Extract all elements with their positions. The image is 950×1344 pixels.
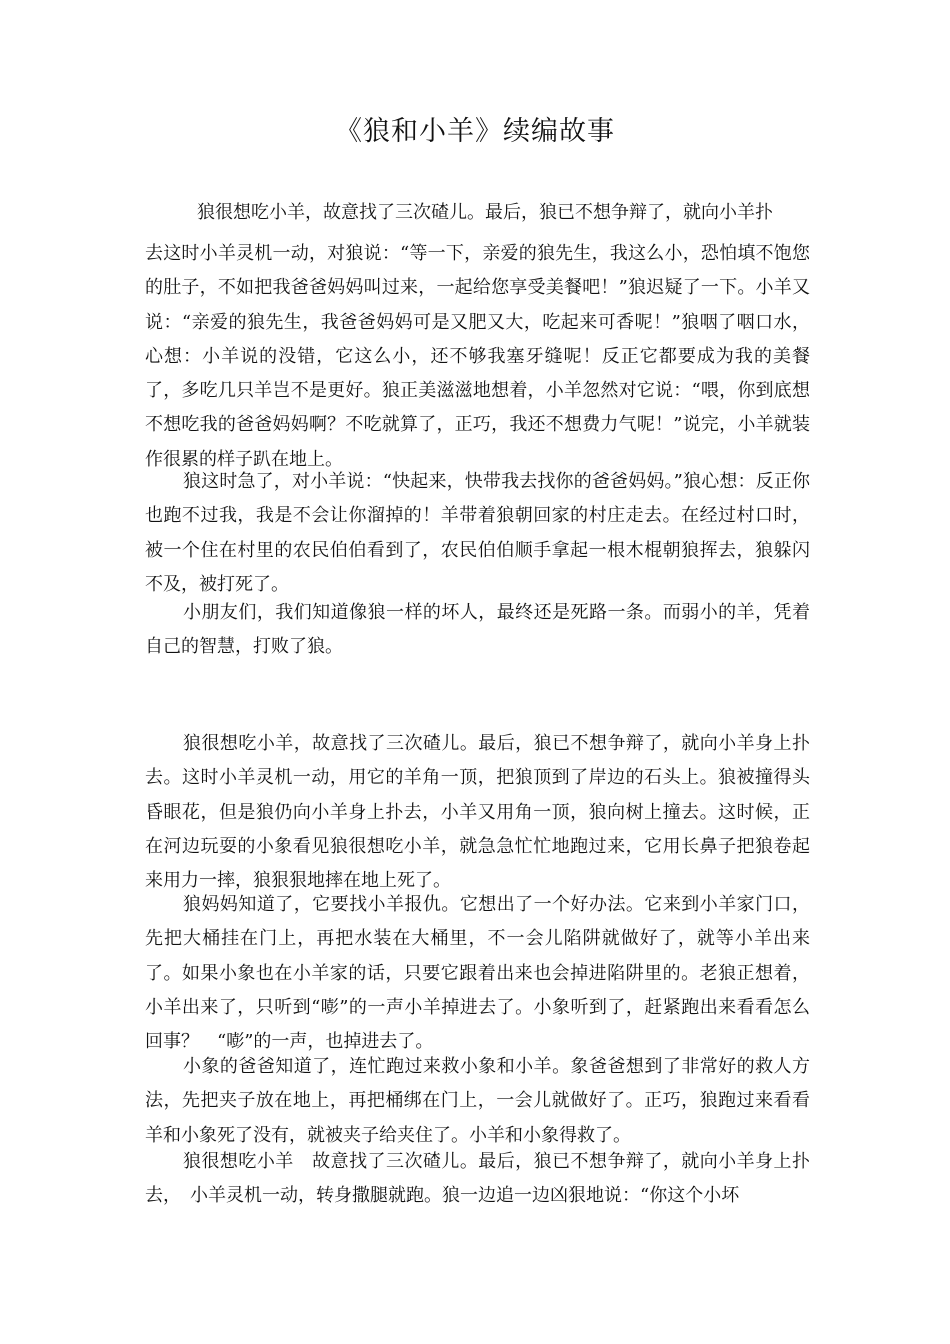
story1-paragraph-2: 狼这时急了，对小羊说：“快起来，快带我去找你的爸爸妈妈。”狼心想：反正你也跑不过我，我是不会让你溜掉的！羊带着狼朝回家的村庄走去。在经过村口时，被一个住在村里的农民伯伯看到了，农民伯伯顺手拿起一根木棍朝狼挥去，狼躲闪不及，被打死了。 xyxy=(145,471,810,595)
story2-paragraph-3: 小象的爸爸知道了，连忙跑过来救小象和小羊。象爸爸想到了非常好的救人方法，先把夹子放在地上，再把桶绑在门上，一会儿就做好了。正巧，狼跑过来看看羊和小象死了没有，就被夹子给夹住了。小羊和小象得救了。 xyxy=(145,1056,810,1146)
document-title: 《狼和小羊》续编故事 xyxy=(335,116,615,147)
story2-paragraph-4: 狼很想吃小羊 故意找了三次碴儿。最后，狼已不想争辩了，就向小羊身上扑去， 小羊灵机一动，转身撒腿就跑。狼一边追一边凶狠地说：“你这个小坏 xyxy=(145,1151,810,1207)
story1-paragraph-1-first-line: 狼很想吃小羊，故意找了三次碴儿。最后，狼已不想争辩了，就向小羊扑 xyxy=(197,202,773,223)
story2-paragraph-1: 狼很想吃小羊，故意找了三次碴儿。最后，狼已不想争辩了，就向小羊身上扑去。这时小羊灵机一动，用它的羊角一顶，把狼顶到了岸边的石头上。狼被撞得头昏眼花，但是狼仍向小羊身上扑去，小羊又用角一顶，狼向树上撞去。这时候，正在河边玩耍的小象看见狼很想吃小羊，就急急忙忙地跑过来，它用长鼻子把狼卷起来用力一摔，狼狠狠地摔在地上死了。 xyxy=(145,733,810,892)
story1-paragraph-3: 小朋友们，我们知道像狼一样的坏人，最终还是死路一条。而弱小的羊，凭着自己的智慧，打败了狼。 xyxy=(145,602,810,658)
story1-paragraph-1: 去这时小羊灵机一动，对狼说：“等一下，亲爱的狼先生，我这么小，恐怕填不饱您的肚子，不如把我爸爸妈妈叫过来，一起给您享受美餐吧！”狼迟疑了一下。小羊又说：“亲爱的狼先生，我爸爸妈妈可是又肥又大，吃起来可香呢！”狼咽了咽口水，心想：小羊说的没错，它这么小，还不够我塞牙缝呢！反正它都要成为我的美餐了，多吃几只羊岂不是更好。狼正美滋滋地想着，小羊忽然对它说：“喂，你到底想不想吃我的爸爸妈妈啊？不吃就算了，正巧，我还不想费力气呢！”说完，小羊就装作很累的样子趴在地上。 xyxy=(145,243,810,470)
story2-paragraph-2: 狼妈妈知道了，它要找小羊报仇。它想出了一个好办法。它来到小羊家门口，先把大桶挂在门上，再把水装在大桶里，不一会儿陷阱就做好了，就等小羊出来了。如果小象也在小羊家的话，只要它跟着出来也会掉进陷阱里的。老狼正想着，小羊出来了，只听到“嘭”的一声小羊掉进去了。小象听到了，赶紧跑出来看看怎么回事？ “嘭”的一声，也掉进去了。 xyxy=(145,894,810,1053)
